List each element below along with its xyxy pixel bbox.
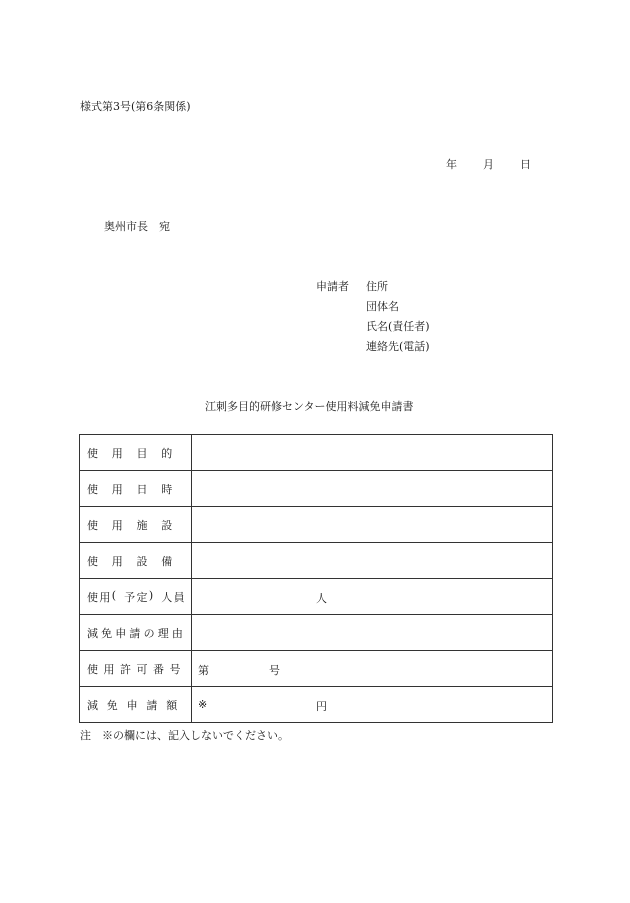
label-char: 減 xyxy=(87,698,98,712)
label-char: 時 xyxy=(161,482,173,496)
row-label-datetime xyxy=(80,471,192,507)
label-char: 請 xyxy=(129,626,141,640)
label-chars xyxy=(87,445,186,461)
label-char: の xyxy=(143,626,155,640)
label-chars xyxy=(87,517,186,533)
label-chars xyxy=(87,553,186,569)
label-char: 使 xyxy=(87,446,98,460)
label-char: 的 xyxy=(161,446,173,460)
label-char: 号 xyxy=(169,662,181,676)
label-chars xyxy=(87,661,186,677)
amount-unit: 円 xyxy=(316,700,327,713)
label-char: 員 xyxy=(173,590,185,604)
date-month: 月 xyxy=(483,158,494,171)
label-char: 番 xyxy=(153,662,164,676)
label-char: 由 xyxy=(171,626,183,640)
label-char: 請 xyxy=(146,698,158,712)
table-row xyxy=(80,651,553,687)
label-char: 用 xyxy=(111,446,123,460)
label-char: 額 xyxy=(166,698,178,712)
label-char: 日 xyxy=(136,482,148,496)
label-char: 申 xyxy=(115,626,127,640)
row-label-reason xyxy=(80,615,192,651)
label-chars xyxy=(87,589,186,605)
label-char: 減 xyxy=(87,626,98,640)
applicant-address-label: 住所 xyxy=(366,280,388,293)
label-char: 備 xyxy=(161,554,173,568)
row-label-permit-number xyxy=(80,651,192,687)
amount-field[interactable] xyxy=(192,687,553,723)
table-row xyxy=(80,687,553,723)
label-char: 使 xyxy=(87,518,98,532)
document-title: 江刺多目的研修センター使用料減免申請書 xyxy=(205,400,414,413)
applicant-name-label: 氏名(責任者) xyxy=(366,320,430,333)
label-char: 用 xyxy=(111,554,123,568)
date-line xyxy=(446,156,531,172)
label-char: 人 xyxy=(161,590,173,604)
label-char: 免 xyxy=(106,698,118,712)
label-char: 可 xyxy=(136,662,148,676)
label-char: 使 xyxy=(87,554,98,568)
applicant-contact-label: 連絡先(電話) xyxy=(366,340,430,353)
permit-number-field[interactable] xyxy=(192,651,553,687)
label-char: 設 xyxy=(161,518,173,532)
table-row xyxy=(80,471,553,507)
footnote: 注 ※の欄には、記入しないでください。 xyxy=(80,729,289,742)
label-char: 用 xyxy=(99,590,111,604)
table-row xyxy=(80,435,553,471)
facility-field[interactable] xyxy=(192,507,553,543)
label-char: 用 xyxy=(103,662,115,676)
label-chars xyxy=(87,697,186,713)
label-char: 理 xyxy=(157,626,169,640)
table-row xyxy=(80,543,553,579)
permit-prefix: 第 xyxy=(198,664,209,677)
reason-field[interactable] xyxy=(192,615,553,651)
table-row xyxy=(80,579,553,615)
label-char: 免 xyxy=(101,626,113,640)
applicant-group-label: 団体名 xyxy=(366,300,399,313)
label-char: 予 xyxy=(124,590,136,604)
label-char: 定 xyxy=(136,590,148,604)
label-char: 申 xyxy=(126,698,138,712)
label-char: 目 xyxy=(136,446,148,460)
label-char: 許 xyxy=(120,662,131,676)
label-char: ) xyxy=(148,588,154,602)
row-label-purpose xyxy=(80,435,192,471)
table-row xyxy=(80,507,553,543)
addressee: 奥州市長 宛 xyxy=(104,220,170,233)
application-table xyxy=(79,434,553,723)
label-chars xyxy=(87,625,186,641)
form-number: 様式第3号(第6条関係) xyxy=(80,100,191,113)
label-char: 使 xyxy=(87,482,98,496)
label-char: 用 xyxy=(111,482,123,496)
row-label-equipment xyxy=(80,543,192,579)
label-char: 使 xyxy=(87,662,98,676)
table-row xyxy=(80,615,553,651)
date-day: 日 xyxy=(520,158,531,171)
row-label-attendees xyxy=(80,579,192,615)
attendees-field[interactable] xyxy=(192,579,553,615)
permit-suffix: 号 xyxy=(269,664,280,677)
row-label-amount xyxy=(80,687,192,723)
datetime-field[interactable] xyxy=(192,471,553,507)
label-char: 使 xyxy=(87,590,98,604)
label-char: ( xyxy=(111,588,117,602)
label-char: 用 xyxy=(111,518,123,532)
applicant-label: 申請者 xyxy=(316,280,349,293)
applicant-block xyxy=(316,277,430,357)
row-label-facility xyxy=(80,507,192,543)
equipment-field[interactable] xyxy=(192,543,553,579)
office-use-mark: ※ xyxy=(198,698,208,711)
label-char: 設 xyxy=(136,554,148,568)
label-chars xyxy=(87,481,186,497)
date-year: 年 xyxy=(446,158,457,171)
purpose-field[interactable] xyxy=(192,435,553,471)
attendees-unit: 人 xyxy=(316,592,327,605)
label-char: 施 xyxy=(136,518,148,532)
